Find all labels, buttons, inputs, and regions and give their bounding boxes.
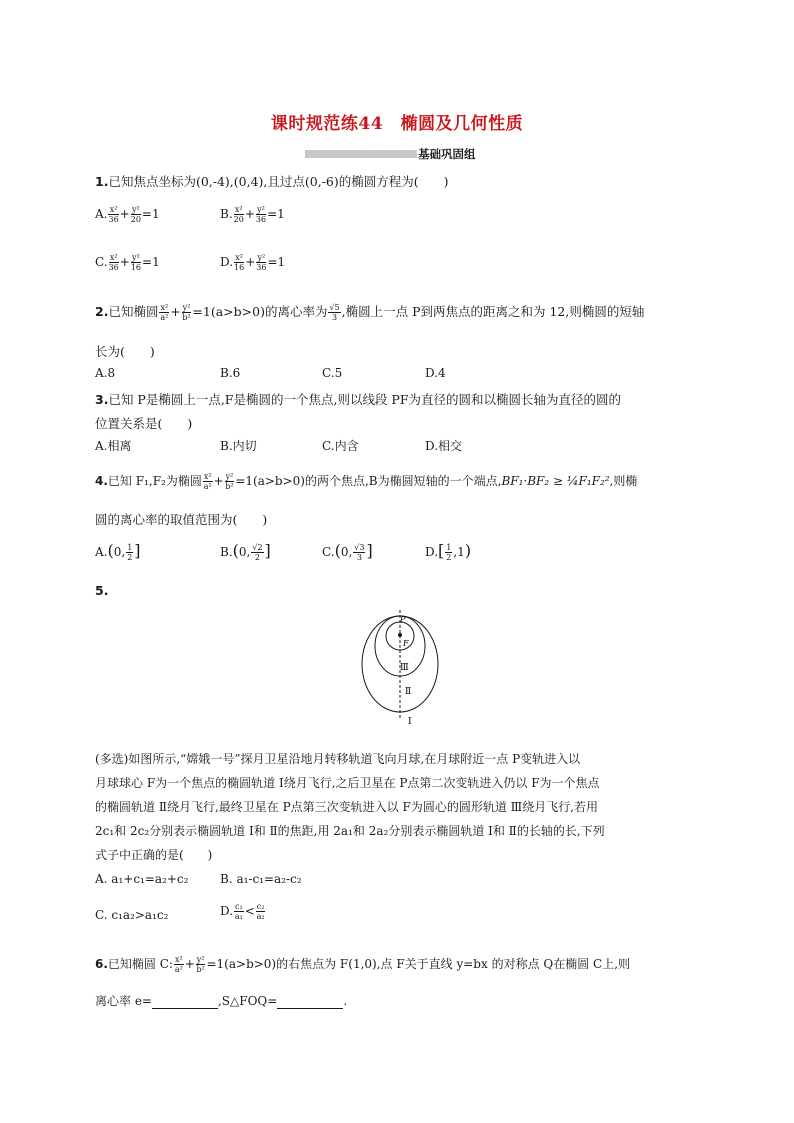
question-number: 4. bbox=[95, 474, 108, 488]
q2-option-c: C.5 bbox=[322, 366, 343, 380]
fraction: $\frac{\text{y²}}{\text{b²}}$ bbox=[196, 955, 205, 974]
question-number: 1. bbox=[95, 174, 109, 189]
label-f: F bbox=[403, 639, 409, 648]
question-2-line2: 长为( ) bbox=[95, 344, 155, 359]
q2-option-b: B.6 bbox=[220, 366, 241, 380]
fraction: $\frac{\text{y²}}{36}$ bbox=[255, 205, 267, 224]
q3-option-c: C.内含 bbox=[322, 439, 359, 453]
q5-option-b: B. a₁-c₁=a₂-c₂ bbox=[220, 872, 302, 886]
question-5-line2: 月球球心 F为一个焦点的椭圆轨道 Ⅰ绕月飞行,之后卫星在 P点第二次变轨进入仍以 F为一个焦点 bbox=[95, 776, 600, 790]
option-label: A. bbox=[95, 207, 108, 221]
question-text: 已知椭圆 bbox=[108, 304, 159, 319]
q4-option-c: C.(0, $\frac{√3}{3}$ ] bbox=[322, 541, 373, 562]
fraction: $\frac{\text{y²}}{\text{b²}}$ bbox=[182, 303, 191, 322]
page-title: 课时规范练44 椭圆及几何性质 bbox=[270, 114, 524, 134]
label-ii: Ⅱ bbox=[405, 687, 412, 697]
fraction: $\frac{\text{x²}}{\text{a²}}$ bbox=[160, 303, 169, 322]
fraction: $\frac{\text{y²}}{20}$ bbox=[130, 205, 141, 224]
q1-option-c: C. $\frac{\text{x²}}{36}$ + $\frac{\text{y²}}{16}$ =1 bbox=[95, 253, 160, 272]
section-divider-bar bbox=[305, 150, 417, 158]
question-text: 离心率 e= bbox=[95, 994, 152, 1008]
fraction: $\frac{\text{x²}}{\text{a²}}$ bbox=[203, 472, 212, 491]
fraction: $\frac{\text{x²}}{36}$ bbox=[108, 253, 119, 272]
question-text: ,S△FOQ= bbox=[217, 994, 278, 1008]
question-text: ,则椭 bbox=[609, 474, 638, 488]
question-4-line2: 圆的离心率的取值范围为( ) bbox=[95, 512, 268, 527]
label-i: Ⅰ bbox=[408, 717, 412, 727]
label-iii: Ⅲ bbox=[400, 663, 409, 673]
fraction: $\frac{\text{y²}}{36}$ bbox=[256, 253, 267, 272]
question-4: 4.已知 F₁,F₂为椭圆 $\frac{\text{x²}}{\text{a²}}$ + $\frac{\text{y²}}{\text{b²}}$ =1(a>b>0)的两个焦点,B为椭圆短轴的一个端点,BF₁·BF₂ ≥ ¼F₁F₂²,则椭 bbox=[95, 472, 638, 491]
q5-option-d: D. $\frac{\text{c₁}}{\text{a₁}}$ < $\frac{\text{c₂}}{\text{a₂}}$ bbox=[220, 902, 265, 921]
orbit-diagram bbox=[350, 610, 460, 732]
q2-option-d: D.4 bbox=[425, 366, 446, 380]
fraction: $\frac{√5}{3}$ bbox=[329, 303, 340, 322]
question-text: 已知椭圆 C: bbox=[107, 957, 173, 971]
label-p: P bbox=[400, 615, 406, 624]
vector-inequality: BF₁·BF₂ ≥ ¼F₁F₂² bbox=[501, 474, 610, 488]
question-2: 2.已知椭圆 $\frac{\text{x²}}{\text{a²}}$ + $\frac{\text{y²}}{\text{b²}}$ =1(a>b>0)的离心率为 $\frac{√5}{3}$ ,椭圆上一点 P到两焦点的距离之和为 12,则椭圆的短轴 bbox=[95, 303, 645, 322]
q4-option-a: A.(0, $\frac{1}{2}$ ] bbox=[95, 541, 141, 562]
fraction: $\frac{\text{y²}}{\text{b²}}$ bbox=[225, 472, 234, 491]
question-6-line2: 离心率 e= ,S△FOQ= . bbox=[95, 994, 348, 1008]
section-label: 基础巩固组 bbox=[418, 147, 476, 161]
fraction: $\frac{\text{x²}}{20}$ bbox=[233, 205, 244, 224]
question-text: =1(a>b>0)的右焦点为 F(1,0),点 F关于直线 y=bx 的对称点 Q在椭圆 C上,则 bbox=[206, 957, 631, 971]
fraction: $\frac{\text{x²}}{\text{a²}}$ bbox=[174, 955, 183, 974]
q3-option-d: D.相交 bbox=[425, 439, 463, 453]
question-text: =1(a>b>0)的两个焦点,B为椭圆短轴的一个端点, bbox=[235, 474, 502, 488]
question-5-line3: 的椭圆轨道 Ⅱ绕月飞行,最终卫星在 P点第三次变轨进入以 F为圆心的圆形轨道 Ⅲ绕月飞行,若用 bbox=[95, 800, 599, 814]
answer-blank-e[interactable] bbox=[152, 996, 218, 1009]
option-label: D. bbox=[220, 255, 234, 269]
option-label: B. bbox=[220, 207, 233, 221]
question-5-line4: 2c₁和 2c₂分别表示椭圆轨道 Ⅰ和 Ⅱ的焦距,用 2a₁和 2a₂分别表示椭圆轨道 Ⅰ和 Ⅱ的长轴的长,下列 bbox=[95, 824, 605, 838]
fraction: $\frac{\text{x²}}{36}$ bbox=[108, 205, 119, 224]
question-5-line5: 式子中正确的是( ) bbox=[95, 848, 213, 862]
question-text: ,椭圆上一点 P到两焦点的距离之和为 12,则椭圆的短轴 bbox=[341, 304, 645, 319]
q4-option-b: B.(0, $\frac{√2}{2}$ ] bbox=[220, 541, 271, 562]
question-text: =1(a>b>0)的离心率为 bbox=[192, 304, 328, 319]
question-1 bbox=[95, 172, 449, 190]
question-number: 3. bbox=[95, 392, 109, 407]
q3-option-a: A.相离 bbox=[95, 439, 132, 453]
question-5-line1: (多选)如图所示,“嫦娥一号”探月卫星沿地月转移轨道飞向月球,在月球附近一点 P变轨进入以 bbox=[95, 752, 581, 766]
question-6: 6.已知椭圆 C: $\frac{\text{x²}}{\text{a²}}$ + $\frac{\text{y²}}{\text{b²}}$ =1(a>b>0)的右焦点为 F(1,0),点 F关于直线 y=bx 的对称点 Q在椭圆 C上,则 bbox=[95, 955, 631, 974]
focus-point bbox=[398, 633, 402, 637]
answer-blank-area[interactable] bbox=[277, 996, 343, 1009]
q5-option-c: C. c₁a₂>a₁c₂ bbox=[95, 908, 169, 922]
q1-option-b: B. $\frac{\text{x²}}{20}$ + $\frac{\text{y²}}{36}$ =1 bbox=[220, 205, 285, 224]
question-text: 已知 F₁,F₂为椭圆 bbox=[107, 474, 202, 488]
q4-option-d: D.[ $\frac{1}{2}$ ,1) bbox=[425, 541, 472, 562]
question-3-line2: 位置关系是( ) bbox=[95, 416, 193, 431]
question-number: 6. bbox=[95, 957, 108, 971]
option-label: C. bbox=[95, 255, 108, 269]
fraction: $\frac{\text{y²}}{16}$ bbox=[130, 253, 142, 272]
q5-option-a: A. a₁+c₁=a₂+c₂ bbox=[95, 872, 189, 886]
q3-option-b: B.内切 bbox=[220, 439, 257, 453]
question-3 bbox=[95, 390, 621, 408]
question-5-number: 5. bbox=[95, 583, 109, 598]
question-text: 已知 P是椭圆上一点,F是椭圆的一个焦点,则以线段 PF为直径的圆和以椭圆长轴为直径的圆的 bbox=[108, 392, 622, 407]
q1-option-a: A. $\frac{\text{x²}}{36}$ + $\frac{\text{y²}}{20}$ =1 bbox=[95, 205, 160, 224]
question-number: 2. bbox=[95, 304, 109, 319]
fraction: $\frac{\text{x²}}{16}$ bbox=[234, 253, 245, 272]
q2-option-a: A.8 bbox=[95, 366, 116, 380]
question-text: 已知焦点坐标为(0,-4),(0,4),且过点(0,-6)的椭圆方程为( ) bbox=[108, 174, 449, 189]
q1-option-d: D. $\frac{\text{x²}}{16}$ + $\frac{\text{y²}}{36}$ =1 bbox=[220, 253, 286, 272]
